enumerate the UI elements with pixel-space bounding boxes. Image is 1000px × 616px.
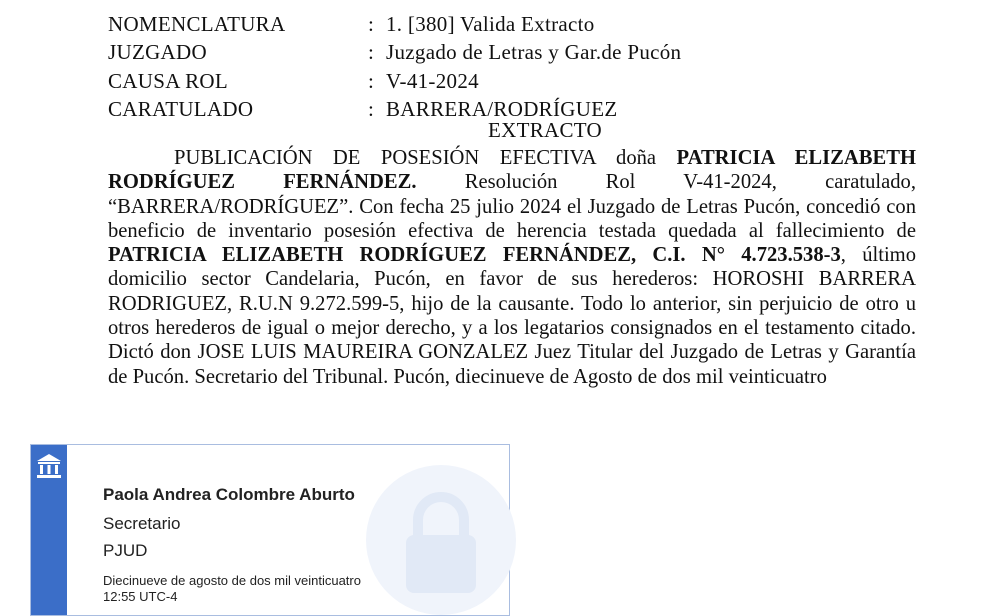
digital-signature-box xyxy=(30,444,510,616)
header-separator: : xyxy=(368,68,375,93)
signature-time: 12:55 UTC-4 xyxy=(103,589,178,604)
extract-body xyxy=(108,146,916,389)
signer-role: Secretario xyxy=(103,514,181,533)
header-label: NOMENCLATURA xyxy=(108,11,286,36)
header-value: V-41-2024 xyxy=(386,68,479,93)
header-separator: : xyxy=(368,97,375,122)
body-text-1: PUBLICACIÓN DE POSESIÓN EFECTIVA doña xyxy=(174,147,677,169)
header-value: Juzgado de Letras y Gar.de Pucón xyxy=(386,40,682,65)
header-row-causa-rol xyxy=(108,67,908,96)
header-label: CAUSA ROL xyxy=(108,68,228,93)
body-bold-name: PATRICIA ELIZABETH RODRÍGUEZ FERNÁNDEZ. xyxy=(108,147,916,194)
signer-organization: PJUD xyxy=(103,541,148,560)
header-separator: : xyxy=(368,11,375,36)
body-text-2: Resolución Rol V-41-2024, caratulado, “BARRERA/RODRÍGUEZ”. Con fecha 25 julio 2024 el Juzgado de Letras Pucón, concedió con beneficio de inventario posesión efectiva de herencia testada quedada al fallecimiento de xyxy=(108,171,916,242)
header-row-juzgado xyxy=(108,39,908,68)
signature-timestamp xyxy=(103,573,361,605)
header-label: CARATULADO xyxy=(108,97,254,122)
header-separator: : xyxy=(368,40,375,65)
header-row-nomenclatura xyxy=(108,10,908,39)
body-bold-name-id: PATRICIA ELIZABETH RODRÍGUEZ FERNÁNDEZ, C.I. N° 4.723.538-3 xyxy=(108,244,841,267)
signature-date: Diecinueve de agosto de dos mil veinticuatro xyxy=(103,573,361,588)
case-header xyxy=(108,10,908,124)
body-text-3: , último domicilio sector Candelaria, Pucón, en favor de sus herederos: HOROSHI BARRERA RODRIGUEZ, R.U.N 9.272.599-5, hijo de la causante. Todo lo anterior, sin perjuicio de otro u otros herederos de igual o mejor derecho, y a los legatarios consignados en el testamento citado. Dictó don JOSE LUIS MAUREIRA GONZALEZ Juez Titular del Juzgado de Letras y Garantía de Pucón. Secretario del Tribunal. Pucón, diecinueve de Agosto de dos mil veinticuatro xyxy=(108,244,916,388)
signer-name: Paola Andrea Colombre Aburto xyxy=(103,485,355,504)
courthouse-icon xyxy=(31,449,67,485)
header-value: 1. [380] Valida Extracto xyxy=(386,11,595,36)
header-value: BARRERA/RODRÍGUEZ xyxy=(386,97,618,122)
signature-details xyxy=(103,485,361,605)
lock-icon xyxy=(366,465,516,615)
signature-side-bar xyxy=(31,445,67,615)
document-heading: EXTRACTO xyxy=(487,118,602,142)
signature-watermark xyxy=(366,465,516,615)
header-label: JUZGADO xyxy=(108,40,207,65)
